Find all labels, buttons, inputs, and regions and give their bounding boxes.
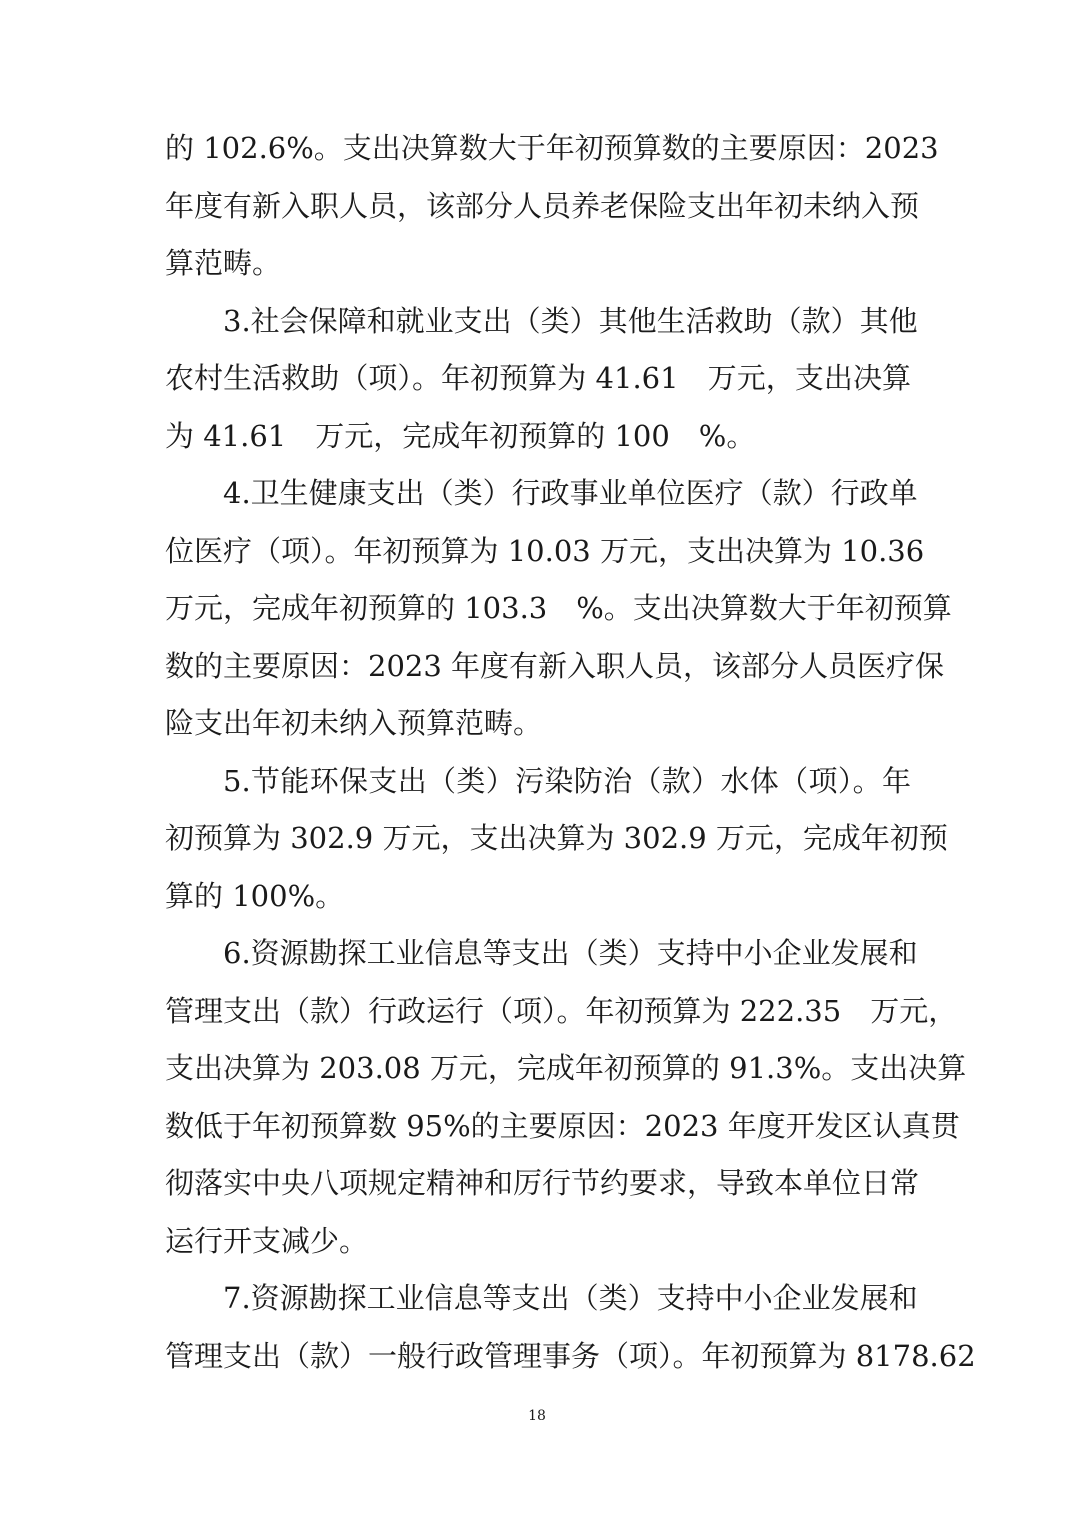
paragraph-3-heading-line: 3.社会保障和就业支出（类）其他生活救助（款）其他 bbox=[223, 303, 918, 338]
text-line: 算的 100%。 bbox=[165, 878, 345, 913]
text-line: 数低于年初预算数 95%的主要原因：2023 年度开发区认真贯 bbox=[165, 1108, 960, 1143]
paragraph-4-heading-line: 4.卫生健康支出（类）行政事业单位医疗（款）行政单 bbox=[223, 476, 918, 510]
body-text bbox=[165, 120, 976, 1385]
paragraph-6-heading-line: 6.资源勘探工业信息等支出（类）支持中小企业发展和 bbox=[223, 936, 918, 970]
text-line: 险支出年初未纳入预算范畴。 bbox=[165, 706, 543, 740]
text-line: 初预算为 302.9 万元，支出决算为 302.9 万元，完成年初预 bbox=[165, 821, 948, 855]
text-line: 年度有新入职人员，该部分人员养老保险支出年初未纳入预 bbox=[165, 188, 920, 223]
text-line: 数的主要原因：2023 年度有新入职人员，该部分人员医疗保 bbox=[165, 648, 945, 683]
text-line: 为 41.61 万元，完成年初预算的 100 %。 bbox=[165, 418, 756, 453]
text-line: 万元，完成年初预算的 103.3 %。支出决算数大于年初预算 bbox=[165, 591, 952, 625]
paragraph-7-heading-line: 7.资源勘探工业信息等支出（类）支持中小企业发展和 bbox=[223, 1281, 918, 1315]
text-line: 农村生活救助（项）。年初预算为 41.61 万元，支出决算 bbox=[165, 361, 911, 395]
page-number: 18 bbox=[528, 1408, 546, 1424]
text-line: 算范畴。 bbox=[165, 246, 282, 280]
text-line: 位医疗（项）。年初预算为 10.03 万元，支出决算为 10.36 bbox=[165, 533, 925, 568]
text-line: 彻落实中央八项规定精神和厉行节约要求，导致本单位日常 bbox=[165, 1166, 920, 1200]
paragraph-5-heading-line: 5.节能环保支出（类）污染防治（款）水体（项）。年 bbox=[223, 763, 911, 798]
text-line: 管理支出（款）行政运行（项）。年初预算为 222.35 万元， bbox=[165, 993, 958, 1028]
text-line: 管理支出（款）一般行政管理事务（项）。年初预算为 8178.62 bbox=[165, 1338, 976, 1373]
text-line: 的 102.6%。支出决算数大于年初预算数的主要原因：2023 bbox=[165, 131, 939, 165]
text-line: 运行开支减少。 bbox=[165, 1223, 369, 1258]
text-line: 支出决算为 203.08 万元，完成年初预算的 91.3%。支出决算 bbox=[165, 1051, 967, 1085]
